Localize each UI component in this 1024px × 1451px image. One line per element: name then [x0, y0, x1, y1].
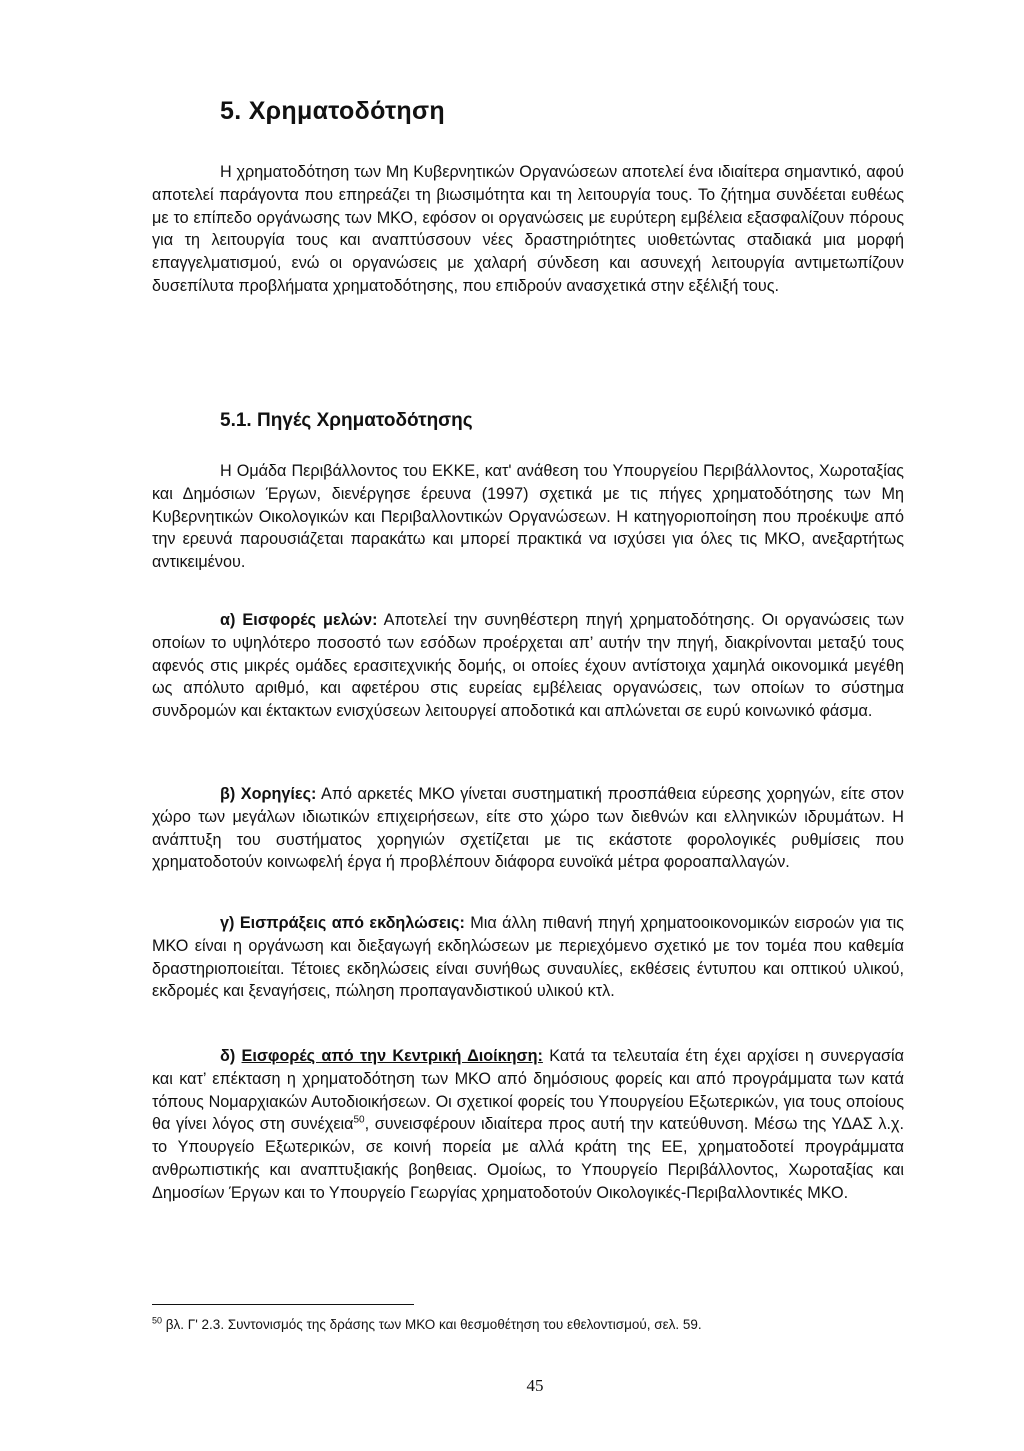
section-heading: 5. Χρηματοδότηση	[220, 97, 445, 125]
item-d-label-main: Εισφορές από την Κεντρική Διοίκηση:	[241, 1047, 543, 1065]
item-d-label	[220, 1047, 543, 1065]
item-c-paragraph	[152, 912, 904, 1003]
intro-text: Η χρηματοδότηση των Μη Κυβερνητικών Οργανώσεων αποτελεί ένα ιδιαίτερα σημαντικό, αφού αποτελεί παράγοντα που επηρεάζει τη βιωσιμότητα και τη λειτουργία τους. Το ζήτημα συνδέεται ευθέως με το επίπεδο οργάνωσης των ΜΚΟ, εφόσον οι οργανώσεις με ευρύτερη εμβέλεια εξασφαλίζουν πόρους για τη λειτουργία τους και αναπτύσσουν νέες δραστηριότητες υιοθετώντας σταδιακά μια μορφή επαγγελματισμού, ενώ οι οργανώσεις με χαλαρή σύνδεση και ασυνεχή λειτουργία αντιμετωπίζουν δυσεπίλυτα προβλήματα χρηματοδότησης, που επιδρούν ανασχετικά στην εξέλιξή τους.	[152, 163, 904, 295]
item-b-paragraph	[152, 783, 904, 874]
page-number: 45	[526, 1376, 544, 1395]
item-d-paragraph	[152, 1045, 904, 1205]
item-d-label-prefix: δ)	[220, 1047, 242, 1065]
footnote-reference[interactable]: 50	[353, 1115, 365, 1126]
item-a-text: Αποτελεί την συνηθέστερη πηγή χρηματοδότησης. Οι οργανώσεις των οποίων το υψηλότερο ποσοστό των εσόδων προέρχεται απ’ αυτήν την πηγή, διακρίνονται μεταξύ τους αφενός στις μικρές ομάδες ερασιτεχνικής δομής, οι οποίες έχουν αντίστοιχα χαμηλά οικονομικά μεγέθη ως απόλυτο αριθμό, και αφετέρου στις ευρείας εμβέλειας οργανώσεις, των οποίων το σύστημα συνδρομών και έκτακτων ενισχύσεων λειτουργεί αποδοτικά και απλώνεται σε ευρύ κοινωνικό φάσμα.	[152, 611, 904, 721]
footnote-text: βλ. Γ' 2.3. Συντονισμός της δράσης των ΜΚΟ και θεσμοθέτηση του εθελοντισμού, σελ. 59.	[162, 1317, 702, 1332]
footnote-divider	[152, 1304, 414, 1305]
item-a-label: α) Εισφορές μελών:	[220, 611, 378, 629]
footnote-number: 50	[152, 1315, 163, 1326]
footnote	[152, 1317, 912, 1332]
item-d-text-before: Κατά τα τελευταία έτη έχει αρχίσει η συνεργασία και κατ’ επέκταση η χρηματοδότηση των ΜΚΟ από δημόσιους φορείς και από προγράμματα των κατά τόπους Νομαρχιακών Αυτοδιοικήσεων. Οι σχετικοί φορείς του Υπουργείου Εξωτερικών, για τους οποίους θα γίνει λόγος στη συνέχεια	[152, 1047, 904, 1134]
item-c-label: γ) Εισπράξεις από εκδηλώσεις:	[220, 914, 465, 932]
item-b-label: β) Χορηγίες:	[220, 785, 317, 803]
intro-paragraph	[152, 161, 904, 298]
sources-intro-paragraph	[152, 460, 904, 574]
item-a-paragraph	[152, 609, 904, 723]
item-d-text-after: , συνεισφέρουν ιδιαίτερα προς αυτή την κατεύθυνση. Μέσω της ΥΔΑΣ λ.χ. το Υπουργείο Εξωτερικών, σε κοινή πορεία με αλλά κράτη της ΕΕ, χρηματοδοτεί προγράμματα ανθρωπιστικής και αναπτυξιακής βοηθειας. Ομοίως, το Υπουργείο Περιβάλλοντος, Χωροταξίας και Δημοσίων Έργων και το Υπουργείο Γεωργίας χρηματοδοτούν Οικολογικές-Περιβαλλοντικές ΜΚΟ.	[152, 1115, 904, 1202]
sources-intro-text: Η Ομάδα Περιβάλλοντος του ΕΚΚΕ, κατ' ανάθεση του Υπουργείου Περιβάλλοντος, Χωροταξίας και Δημόσιων Έργων, διενέργησε έρευνα (1997) σχετικά με τις πήγες χρηματοδότησης των Μη Κυβερνητικών Οικολογικών και Περιβαλλοντικών Οργανώσεων. Η κατηγοριοποίηση που προέκυψε από την ερευνά παρουσιάζεται παρακάτω και μπορεί πρακτικά να ισχύσει για όλες τις ΜΚΟ, ανεξαρτήτως αντικειμένου.	[152, 462, 904, 572]
subsection-heading: 5.1. Πηγές Χρηματοδότησης	[220, 410, 473, 431]
item-b-text: Από αρκετές ΜΚΟ γίνεται συστηματική προσπάθεια εύρεσης χορηγών, είτε στον χώρο των μεγάλων ιδιωτικών επιχειρήσεων, είτε στο χώρο των διεθνών και ελληνικών ιδρυμάτων. Η ανάπτυξη του συστήματος χορηγιών σχετίζεται με τις εκάστοτε φορολογικές ρυθμίσεις που χρηματοδοτούν κοινωφελή έργα ή προβλέπουν διάφορα ευνοϊκά μέτρα φοροαπαλλαγών.	[152, 785, 904, 872]
item-c-text: Μια άλλη πιθανή πηγή χρηματοοικονομικών εισροών για τις ΜΚΟ είναι η οργάνωση και διεξαγωγή εκδηλώσεων με περιεχόμενο σχετικό με τον τομέα που καθεμία δραστηριοποιείται. Τέτοιες εκδηλώσεις είναι συνήθως συναυλίες, εκθέσεις έντυπου και οπτικού υλικού, εκδρομές και ξεναγήσεις, πώληση προπαγανδιστικού υλικού κτλ.	[152, 914, 904, 1001]
